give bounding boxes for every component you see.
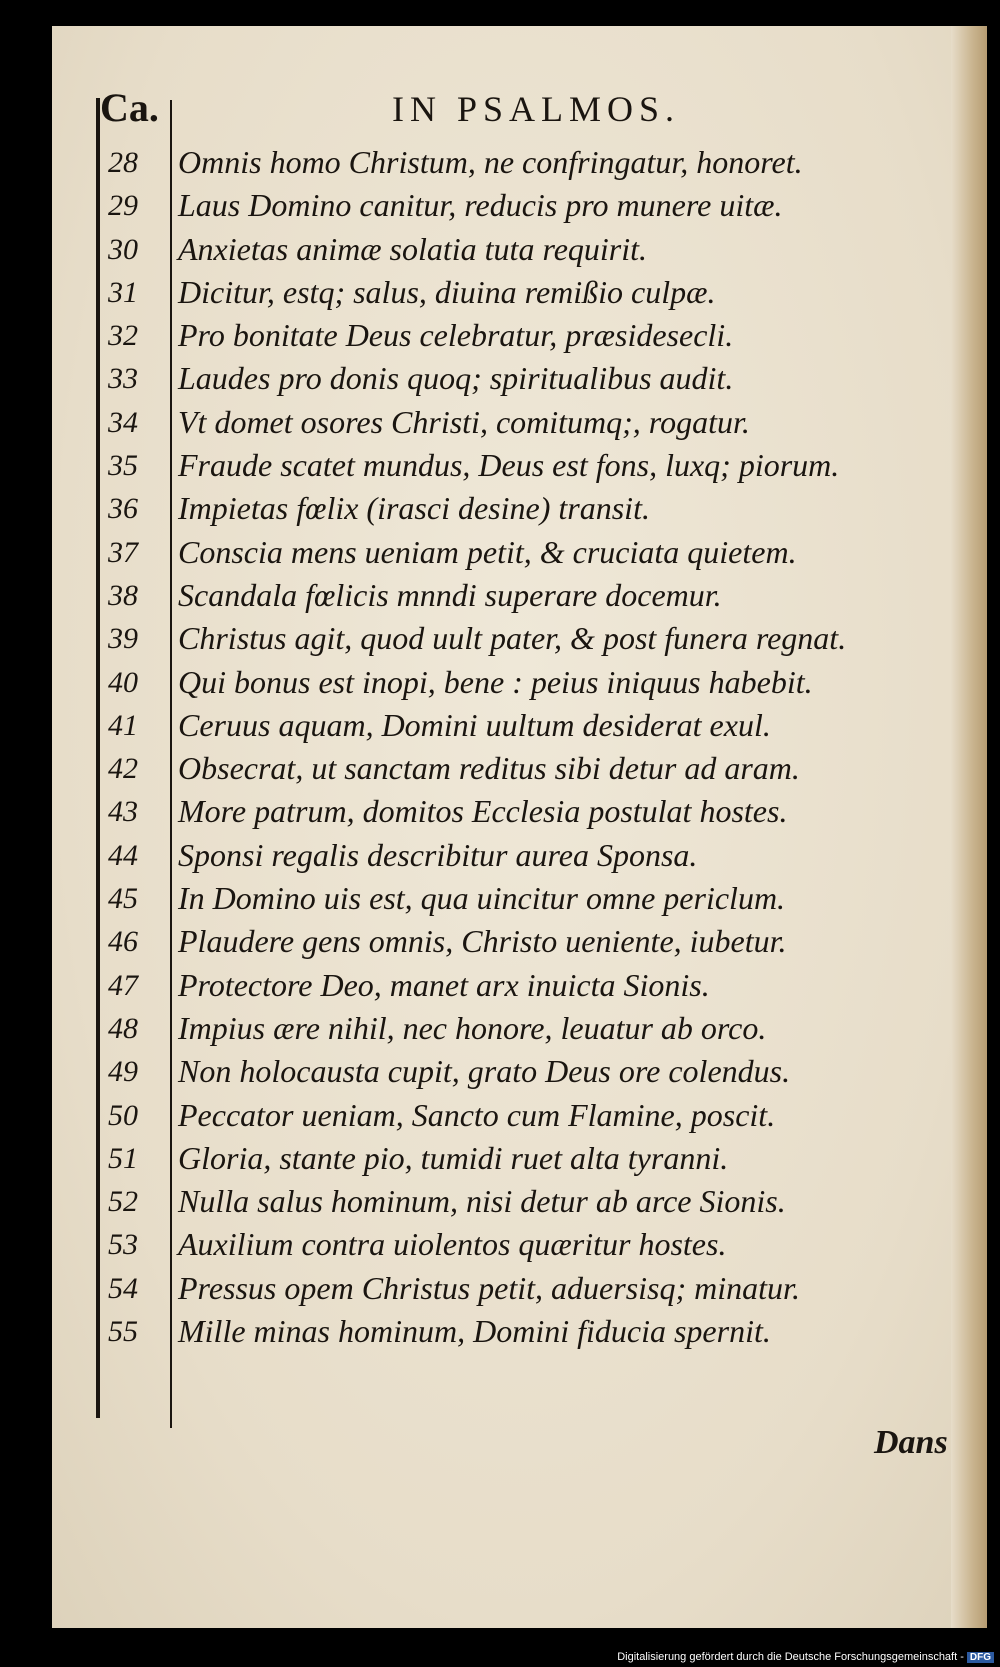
psalm-number: 54	[108, 1271, 138, 1305]
verse-text: Christus agit, quod uult pater, & post funera regnat.	[178, 620, 847, 657]
psalm-number: 41	[108, 708, 138, 742]
verse-text: Plaudere gens omnis, Christo ueniente, iubetur.	[178, 923, 787, 960]
verse-line	[104, 1097, 964, 1140]
book-page	[52, 26, 987, 1628]
verse-line	[104, 664, 964, 707]
psalm-number: 40	[108, 665, 138, 699]
verse-line	[104, 1226, 964, 1269]
verse-text: Fraude scatet mundus, Deus est fons, luxq; piorum.	[178, 447, 840, 484]
psalm-number: 30	[108, 232, 138, 266]
catchword: Dans	[874, 1424, 948, 1461]
verse-text: Gloria, stante pio, tumidi ruet alta tyranni.	[178, 1139, 729, 1176]
verse-text: Obsecrat, ut sanctam reditus sibi detur ad aram.	[178, 750, 800, 787]
psalm-number: 55	[108, 1315, 138, 1349]
verse-line	[104, 447, 964, 490]
verse-line	[104, 404, 964, 447]
psalm-number: 44	[108, 838, 138, 872]
verse-text: Pro bonitate Deus celebratur, præsidesecli.	[178, 317, 734, 354]
psalm-number: 43	[108, 795, 138, 829]
verse-text: More patrum, domitos Ecclesia postulat hostes.	[178, 793, 788, 830]
psalm-number: 31	[108, 275, 138, 309]
verse-line	[104, 750, 964, 793]
verse-line	[104, 187, 964, 230]
margin-rule-left	[96, 98, 100, 1418]
verse-text: Protectore Deo, manet arx inuicta Sionis.	[178, 966, 710, 1003]
psalm-number: 38	[108, 578, 138, 612]
footer-credit: Digitalisierung gefördert durch die Deutsche Forschungsgemeinschaft -	[617, 1651, 964, 1663]
verse-line	[104, 317, 964, 360]
verse-text: Laudes pro donis quoq; spiritualibus audit.	[178, 360, 734, 397]
verse-text: Omnis homo Christum, ne confringatur, honoret.	[178, 144, 803, 180]
verse-line	[104, 577, 964, 620]
psalm-number: 29	[108, 189, 138, 223]
verse-text: Anxietas animæ solatia tuta requirit.	[178, 230, 648, 267]
verse-text: Auxilium contra uiolentos quæritur hostes.	[178, 1226, 727, 1263]
chapter-marker: Ca.	[100, 85, 159, 130]
verse-text: Mille minas hominum, Domini fiducia spernit.	[178, 1313, 771, 1350]
psalm-number: 46	[108, 925, 138, 959]
verse-line	[104, 967, 964, 1010]
verse-list	[104, 144, 964, 1356]
verse-line	[104, 490, 964, 533]
running-title: IN PSALMOS.	[392, 89, 681, 129]
psalm-number: 34	[108, 405, 138, 439]
verse-line	[104, 1183, 964, 1226]
verse-line	[104, 1053, 964, 1096]
verse-text: Vt domet osores Christi, comitumq;, rogatur.	[178, 403, 750, 440]
psalm-number: 49	[108, 1055, 138, 1089]
verse-text: Dicitur, estq; salus, diuina remißio culpæ.	[178, 273, 716, 310]
psalm-number: 45	[108, 882, 138, 916]
psalm-number: 39	[108, 622, 138, 656]
psalm-number: 42	[108, 752, 138, 786]
verse-line	[104, 231, 964, 274]
psalm-number: 47	[108, 968, 138, 1002]
verse-text: Qui bonus est inopi, bene : peius iniquus habebit.	[178, 663, 813, 700]
verse-line	[104, 534, 964, 577]
verse-text: Sponsi regalis describitur aurea Sponsa.	[178, 836, 698, 873]
verse-text: Impietas fœlix (irasci desine) transit.	[178, 490, 650, 527]
verse-text: Impius ære nihil, nec honore, leuatur ab orco.	[178, 1009, 767, 1046]
verse-line	[104, 1313, 964, 1356]
psalm-number: 51	[108, 1141, 138, 1175]
verse-line	[104, 274, 964, 317]
verse-line	[104, 1270, 964, 1313]
psalm-number: 52	[108, 1185, 138, 1219]
psalm-number: 37	[108, 535, 138, 569]
psalm-number: 33	[108, 362, 138, 396]
verse-text: Laus Domino canitur, reducis pro munere uitæ.	[178, 187, 783, 224]
verse-line	[104, 880, 964, 923]
verse-text: Pressus opem Christus petit, aduersisq; minatur.	[178, 1269, 800, 1306]
verse-line	[104, 1140, 964, 1183]
verse-text: Non holocausta cupit, grato Deus ore colendus.	[178, 1053, 791, 1090]
verse-text: In Domino uis est, qua uincitur omne periclum.	[178, 880, 786, 917]
verse-line	[104, 1010, 964, 1053]
psalm-number: 50	[108, 1098, 138, 1132]
verse-line	[104, 620, 964, 663]
verse-line	[104, 707, 964, 750]
verse-line	[104, 144, 964, 187]
verse-line	[104, 793, 964, 836]
psalm-number: 36	[108, 492, 138, 526]
psalm-number: 48	[108, 1011, 138, 1045]
psalm-number: 35	[108, 449, 138, 483]
digitization-footer	[617, 1651, 994, 1663]
psalm-number: 28	[108, 146, 138, 179]
dfg-logo: DFG	[967, 1652, 994, 1663]
psalm-number: 32	[108, 319, 138, 353]
verse-line	[104, 837, 964, 880]
verse-text: Ceruus aquam, Domini uultum desiderat exul.	[178, 706, 771, 743]
verse-line	[104, 360, 964, 403]
verse-line	[104, 923, 964, 966]
psalm-number: 53	[108, 1228, 138, 1262]
verse-text: Nulla salus hominum, nisi detur ab arce Sionis.	[178, 1183, 786, 1220]
verse-text: Peccator ueniam, Sancto cum Flamine, poscit.	[178, 1096, 776, 1133]
verse-text: Conscia mens ueniam petit, & cruciata quietem.	[178, 533, 797, 570]
verse-text: Scandala fœlicis mnndi superare docemur.	[178, 576, 722, 613]
